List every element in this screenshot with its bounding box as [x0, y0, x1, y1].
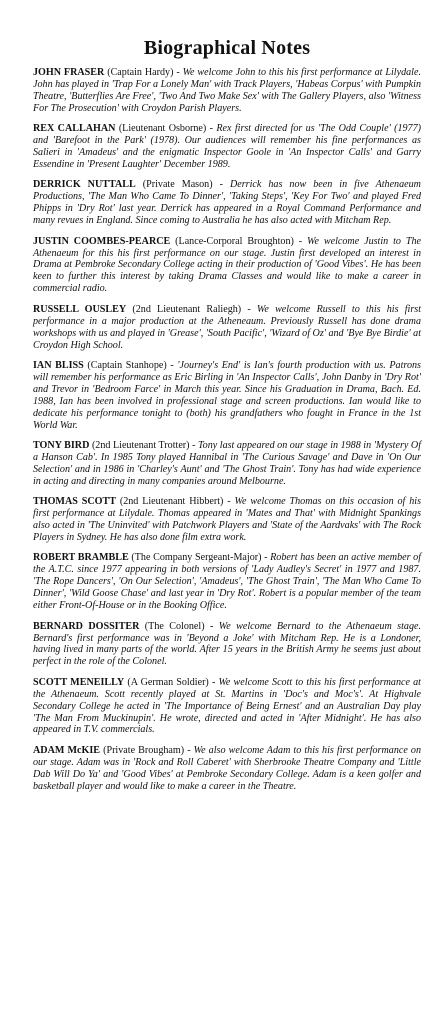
bio-text: We welcome Russell to this his first performance in a major production at the Atheneaum. Previously Russell has done drama workshops with us and played in 'Grease', 'South Pacific', 'Wizard of Oz' and 'Bye Bye Birdie' at Croydon High School.	[33, 303, 421, 351]
bio-text: We welcome Thomas on this occasion of his first performance at Lilydale. Thomas appeared in 'Mates and That' with Midnight Spankings also acted in 'The Uninvited' with Patchwork Players and 'State of the Aardvaks' with The Rock Players in Sydney. He has also done film extra work.	[33, 496, 421, 543]
character-role: (2nd Lieutenant Raliegh)	[132, 303, 242, 315]
character-role: (2nd Lieutenant Hibbert)	[119, 496, 224, 508]
character-role: (Lance-Corporal Broughton)	[175, 235, 294, 247]
character-role: (The Company Sergeant-Major)	[131, 552, 262, 564]
actor-name: SCOTT MENEILLY	[33, 676, 125, 688]
actor-name: ADAM McKIE	[33, 744, 100, 756]
bio-text: We welcome Bernard to the Athenaeum stage. Bernard's first performance was in 'Beyond a Joke' with Mitcham Rep. He is a Londoner, having lived in many parts of the world. After 15 years in the British Army he seems just about perfect in the role of the Colonel.	[33, 620, 422, 668]
actor-name: BERNARD DOSSITER	[33, 620, 140, 632]
character-role: (The Colonel)	[144, 620, 205, 632]
character-role: (Captain Stanhope)	[87, 360, 167, 371]
biography-list	[33, 67, 421, 793]
actor-name: TONY BIRD	[33, 440, 90, 452]
character-role: (Lieutenant Osborne)	[118, 123, 207, 135]
bio-entry-justin-coombes-pearce: JUSTIN COOMBES-PEARCE (Lance-Corporal Broughton) - We welcome Justin to The Athenaeum for this his first performance on our stage. Justin first developed an interest in Drama at Pembroke Secondary College acting in their production of 'Good Vibes'. He has been keen to further this interest by taking Drama Classes and would like to make a career in commercial radio.	[33, 235, 421, 295]
bio-text: Rex first directed for us 'The Odd Couple' (1977) and 'Barefoot in the Park' (1978). Our audiences will remember his fine performances as Salieri in 'Amadeus' and the enigmatic Inspector Goole in 'An Inspector Calls' and Garry Essendine in 'Present Laughter' December 1989.	[33, 123, 421, 170]
actor-name: IAN BLISS	[33, 360, 84, 371]
bio-entry-derrick-nuttall: DERRICK NUTTALL (Private Mason) - Derrick has now been in five Athenaeum Productions, 'The Man Who Came To Dinner', 'Taking Steps', 'Key For Two' and played Fred Phipps in 'Dry Rot' last year. Derrick has appeared in a Royal Command Performance and many revues in England. Since coming to Australia he has also acted with Mitcham Rep.	[33, 179, 421, 227]
character-role: (Private Brougham)	[103, 744, 185, 756]
bio-entry-rex-callahan: REX CALLAHAN (Lieutenant Osborne) - Rex first directed for us 'The Odd Couple' (1977) and 'Barefoot in the Park' (1978). Our audiences will remember his fine performances as Salieri in 'Amadeus' and the enigmatic Inspector Goole in 'An Inspector Calls' and Garry Essendine in 'Present Laughter' December 1989.	[33, 123, 421, 170]
bio-text: We also welcome Adam to this his first performance on our stage. Adam was in 'Rock and Roll Caberet' with Sherbrooke Theatre Company and 'Little Dab Will Do Ya' and 'Good Vibes' at Pembroke Secondary College. Adam is a keen golfer and basketball player and would like to make a career in the Theatre.	[33, 744, 421, 792]
bio-entry-tony-bird: TONY BIRD (2nd Lieutenant Trotter) - Tony last appeared on our stage in 1988 in 'Mystery Of a Hanson Cab'. In 1985 Tony played Hannibal in 'The Curious Savage' and Dave in 'On Our Selection' and in 1986 in 'Charley's Aunt' and 'The Ghost Train'. Tony has had wide experience in acting and directing in many companies around Melbourne.	[33, 440, 421, 487]
actor-name: ROBERT BRAMBLE	[33, 552, 129, 564]
bio-entry-bernard-dossiter: BERNARD DOSSITER (The Colonel) - We welcome Bernard to the Athenaeum stage. Bernard's first performance was in 'Beyond a Joke' with Mitcham Rep. He is a Londoner, having lived in many parts of the world. After 15 years in the British Army he seems just about perfect in the role of the Colonel.	[33, 620, 422, 668]
character-role: (Private Mason)	[142, 179, 213, 191]
bio-text: We welcome Scott to this his first performance at the Athenaeum. Scott recently played at St. Martins in 'Doc's and Moc's'. At Highvale Secondary College he acted in 'The Importance of Being Ernest' and an Australian Day play 'The Man From Muckinupin'. He wrote, directed and acted in 'After Midnight'. He has also appeared in T.V. commercials.	[33, 676, 421, 736]
actor-name: DERRICK NUTTALL	[33, 179, 136, 191]
bio-text: We welcome John to this his first performance at Lilydale. John has played in 'Trap For a Lonely Man' with Track Players, 'Habeas Corpus' with Pumpkin Theatre, 'Butterflies Are Free', 'Two And Two Make Sex' with The Gallery Players, also 'Witness For The Prosecution' with Croydon Parish Players.	[33, 67, 421, 114]
actor-name: REX CALLAHAN	[33, 123, 116, 135]
character-role: (Captain Hardy)	[107, 67, 174, 78]
bio-text: Robert has been an active member of the A.T.C. since 1977 appearing in both versions of 'Lady Audley's Secret' in 1977 and 1987. 'The Rope Dancers', 'On Our Selection', 'Amadeus', 'The Ghost Train', 'The Man Who Came To Dinner', 'Wild Goose Chase' and last year in 'Dry Rot'. Robert is a popular member of the team either Front-Of-House or in the Booking Office.	[33, 552, 422, 612]
page-title: Biographical Notes	[143, 37, 311, 59]
actor-name: JOHN FRASER	[33, 67, 105, 78]
character-role: (A German Soldier)	[127, 676, 209, 688]
bio-text: Derrick has now been in five Athenaeum Productions, 'The Man Who Came To Dinner', 'Taking Steps', 'Key For Two' and played Fred Phipps in 'Dry Rot' last year. Derrick has appeared in a Royal Command Performance and many revues in England. Since coming to Australia he has also acted with Mitcham Rep.	[33, 179, 421, 227]
bio-entry-scott-meneilly: SCOTT MENEILLY (A German Soldier) - We welcome Scott to this his first performance at the Athenaeum. Scott recently played at St. Martins in 'Doc's and Moc's'. At Highvale Secondary College he acted in 'The Importance of Being Ernest' and an Australian Day play 'The Man From Muckinupin'. He wrote, directed and acted in 'After Midnight'. He has also appeared in T.V. commercials.	[33, 676, 421, 736]
actor-name: RUSSELL OUSLEY	[33, 303, 127, 315]
bio-entry-russell-ousley: RUSSELL OUSLEY (2nd Lieutenant Raliegh) - We welcome Russell to this his first performance in a major production at the Atheneaum. Previously Russell has done drama workshops with us and played in 'Grease', 'South Pacific', 'Wizard of Oz' and 'Bye Bye Birdie' at Croydon High School.	[33, 303, 421, 351]
bio-entry-john-fraser: JOHN FRASER (Captain Hardy) - We welcome John to this his first performance at Lilydale. John has played in 'Trap For a Lonely Man' with Track Players, 'Habeas Corpus' with Pumpkin Theatre, 'Butterflies Are Free', 'Two And Two Make Sex' with The Gallery Players, also 'Witness For The Prosecution' with Croydon Parish Players.	[33, 67, 421, 114]
character-role: (2nd Lieutenant Trotter)	[91, 440, 190, 452]
bio-entry-thomas-scott: THOMAS SCOTT (2nd Lieutenant Hibbert) - We welcome Thomas on this occasion of his first performance at Lilydale. Thomas appeared in 'Mates and That' with Midnight Spankings also acted in 'The Uninvited' with Patchwork Players and 'State of the Aardvaks' with The Rock Players in Sydney. He has also done film extra work.	[33, 496, 421, 543]
actor-name: THOMAS SCOTT	[33, 496, 116, 508]
bio-text: We welcome Justin to The Athenaeum for this his first performance on our stage. Justin first developed an interest in Drama at Pembroke Secondary College acting in their production of 'Good Vibes'. He has been keen to further this interest by taking Drama Classes and would like to make a career in commercial radio.	[33, 235, 421, 295]
bio-entry-adam-mckie: ADAM McKIE (Private Brougham) - We also welcome Adam to this his first performance on our stage. Adam was in 'Rock and Roll Caberet' with Sherbrooke Theatre Company and 'Little Dab Will Do Ya' and 'Good Vibes' at Pembroke Secondary College. Adam is a keen golfer and basketball player and would like to make a career in the Theatre.	[33, 744, 421, 792]
actor-name: JUSTIN COOMBES-PEARCE	[33, 235, 171, 247]
bio-text: Tony last appeared on our stage in 1988 in 'Mystery Of a Hanson Cab'. In 1985 Tony played Hannibal in 'The Curious Savage' and Dave in 'On Our Selection' and in 1986 in 'Charley's Aunt' and 'The Ghost Train'. Tony has had wide experience in acting and directing in many companies around Melbourne.	[33, 440, 421, 487]
bio-entry-robert-bramble: ROBERT BRAMBLE (The Company Sergeant-Major) - Robert has been an active member of the A.T.C. since 1977 appearing in both versions of 'Lady Audley's Secret' in 1977 and 1987. 'The Rope Dancers', 'On Our Selection', 'Amadeus', 'The Ghost Train', 'The Man Who Came To Dinner', 'Wild Goose Chase' and last year in 'Dry Rot'. Robert is a popular member of the team either Front-Of-House or in the Booking Office.	[33, 552, 422, 612]
bio-entry-ian-bliss: IAN BLISS (Captain Stanhope) - 'Journey's End' is Ian's fourth production with us. Patrons will remember his performance as Eric Birling in 'An Inspector Calls', John Danby in 'Dry Rot' and Trevor in 'Bedroom Farce' in March this year. Since his Graduation in Drama, Bach. Ed. 1988, Ian has been involved in professional stage and screen productions. Ian would like to dedicate his performance tonight to (both) his grandfathers who fought in France in the 1st World War.	[33, 360, 421, 431]
bio-text: 'Journey's End' is Ian's fourth production with us. Patrons will remember his performance as Eric Birling in 'An Inspector Calls', John Danby in 'Dry Rot' and Trevor in 'Bedroom Farce' in March this year. Since his Graduation in Drama, Bach. Ed. 1988, Ian has been involved in professional stage and screen productions. Ian would like to dedicate his performance tonight to (both) his grandfathers who fought in France in the 1st World War.	[33, 360, 421, 431]
